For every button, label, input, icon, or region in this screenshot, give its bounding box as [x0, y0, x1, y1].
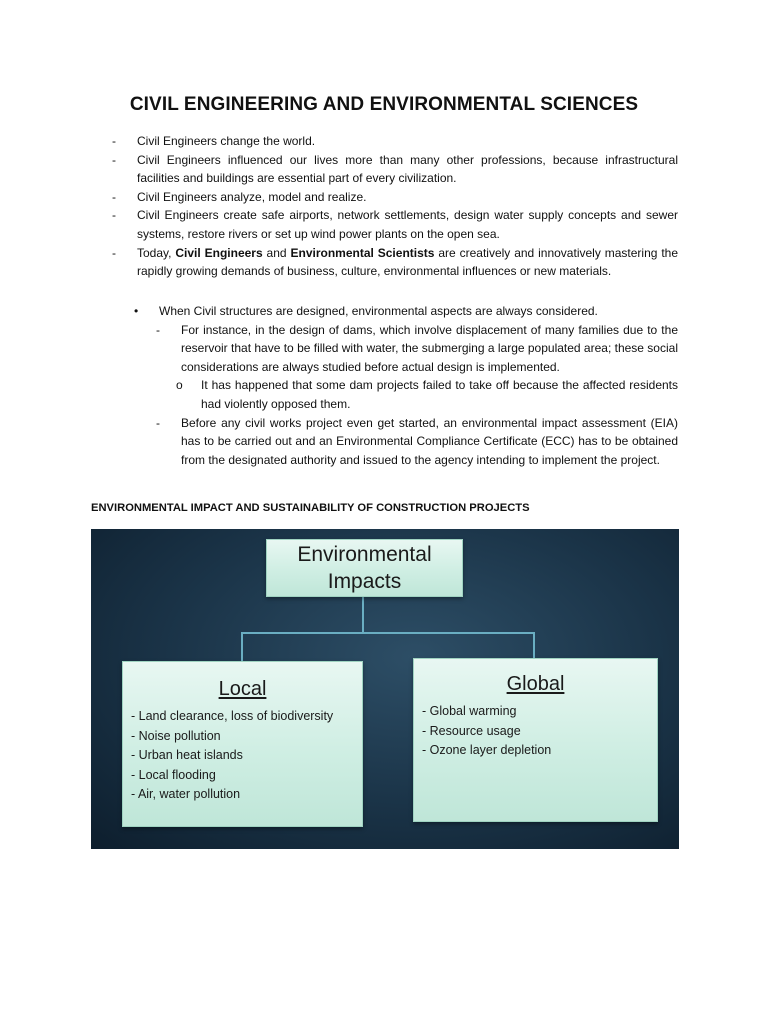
local-impacts-box: [122, 661, 363, 827]
intro-item: - Civil Engineers change the world.: [112, 132, 678, 151]
local-item: - Land clearance, loss of biodiversity: [131, 709, 334, 723]
local-item: - Noise pollution: [131, 728, 221, 743]
intro-item: - Civil Engineers analyze, model and realize.: [112, 188, 678, 207]
nested-item: o It has happened that some dam projects failed to take off because the affected residents had violently opposed them.: [176, 376, 678, 413]
connector-line: [241, 632, 535, 634]
connector-line: [362, 595, 364, 633]
intro-text-before: Today,: [137, 245, 176, 260]
intro-text-after: are creatively and innovatively mastering the rapidly growing demands of business, culture, environmental influences or new materials.: [137, 245, 679, 279]
intro-list: [112, 132, 678, 281]
intro-item: [112, 244, 678, 281]
design-sub-list: [156, 321, 678, 470]
environmental-impacts-box: [266, 539, 463, 597]
local-item: - Local flooding: [131, 767, 216, 782]
design-sub-item-dams: - For instance, in the design of dams, which involve displacement of many families due to the reservoir that have to be filled with water, the submerging a large populated area; these social considerations are always studied before actual design is implemented.: [156, 321, 678, 377]
global-heading: Global: [506, 673, 565, 695]
intro-text-mid: and: [262, 245, 291, 260]
top-box-line2: Impacts: [327, 570, 402, 593]
intro-item: - Civil Engineers influenced our lives more than many other professions, because infrastructural facilities and buildings are essential part of every civilization.: [112, 151, 678, 188]
top-box-line1: Environmental: [297, 543, 432, 566]
environmental-impacts-diagram: [91, 529, 679, 849]
global-impacts-box: [413, 658, 658, 822]
section-heading: ENVIRONMENTAL IMPACT AND SUSTAINABILITY OF CONSTRUCTION PROJECTS: [91, 502, 530, 514]
local-item: - Urban heat islands: [131, 748, 243, 762]
connector-line: [241, 632, 243, 662]
local-item: - Air, water pollution: [131, 787, 241, 801]
design-bullet: • When Civil structures are designed, environmental aspects are always considered.: [134, 302, 678, 321]
intro-item: - Civil Engineers create safe airports, network settlements, design water supply concepts and sewer systems, restore rivers or set up wind power plants on the open sea.: [112, 206, 678, 243]
page-title: CIVIL ENGINEERING AND ENVIRONMENTAL SCIENCES: [129, 94, 639, 115]
intro-bold-civil-engineers: Civil Engineers: [175, 245, 263, 260]
global-item: - Resource usage: [422, 723, 521, 738]
design-section: [134, 302, 678, 469]
intro-bold-environmental-scientists: Environmental Scientists: [290, 245, 435, 260]
connector-line: [533, 632, 535, 659]
nested-list: [176, 376, 678, 413]
local-heading: Local: [218, 678, 267, 700]
design-sub-item-eia: - Before any civil works project even get started, an environmental impact assessment (EIA) has to be carried out and an Environmental Compliance Certificate (ECC) has to be obtained from the designated authority and issued to the agency intending to implement the project.: [156, 414, 678, 470]
global-item: - Global warming: [422, 704, 517, 718]
global-item: - Ozone layer depletion: [422, 743, 552, 757]
